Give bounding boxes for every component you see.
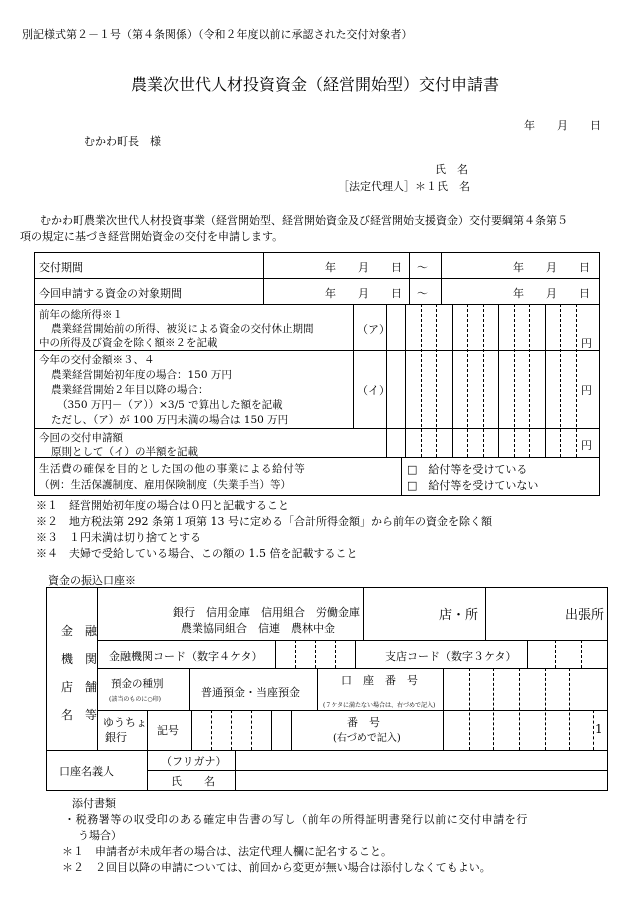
period-tilde: ～ xyxy=(417,261,428,274)
prev-income-title: 前年の総所得※１ xyxy=(39,309,123,321)
notes-list xyxy=(36,498,492,562)
this-request-line1: 原則として（イ）の半額を記載 xyxy=(51,446,198,458)
digit-divider xyxy=(545,304,546,457)
deposit-type-note: (該当のものに○印) xyxy=(109,696,161,703)
prev-income-line2: 中の所得及び資金を除く額※２を記載 xyxy=(39,337,218,349)
this-year-unit: 円 xyxy=(581,384,592,397)
inst-type-line1: 銀行 信用金庫 信用組合 労働金庫 xyxy=(173,606,360,619)
digit-divider xyxy=(452,304,453,457)
form-id: 別記様式第２－１号（第４条関係）（令和２年度以前に承認された交付対象者） xyxy=(22,28,413,41)
attachment-item1-line1: ・税務署等の収受印のある確定申告書の写し（前年の所得証明書発行以前に交付申請を行 xyxy=(64,813,528,826)
deposit-type-options[interactable]: 普通預金・当座預金 xyxy=(201,686,300,699)
digit-divider xyxy=(436,304,437,457)
inst-code-label: 金融機関コード（数字４ケタ） xyxy=(109,650,263,663)
mark-a: （ア） xyxy=(357,323,390,336)
inst-type-line2: 農業協同組合 信連 農林中金 xyxy=(181,622,335,635)
deposit-type-label: 預金の種別 xyxy=(111,678,164,690)
digit-divider xyxy=(421,304,422,457)
this-request-title: 今回の交付申請額 xyxy=(39,432,123,444)
sub-branch-label: 出張所 xyxy=(565,608,605,623)
footnote-star2: ＊２ ２回目以降の申請については、前回から変更が無い場合は添付しなくてもよい。 xyxy=(62,861,491,874)
footnote-star1: ＊１ 申請者が未成年者の場合は、法定代理人欄に記名すること。 xyxy=(62,845,392,858)
intro-line2: 項の規定に基づき経営開始資金の交付を申請します。 xyxy=(20,230,284,243)
benefit-not-receiving-checkbox[interactable]: □ 給付等を受けていない xyxy=(407,479,539,492)
bank-section-title: 資金の振込口座※ xyxy=(48,574,136,587)
bank-side-label: 金 融 機 関 店 舗 名 等 xyxy=(61,624,98,722)
digit-divider xyxy=(514,304,515,457)
date-field[interactable]: 年 月 日 xyxy=(524,119,601,132)
applicant-name-label: 氏 名 xyxy=(435,163,468,176)
note-item: ※１ 経営開始初年度の場合は０円と記載すること xyxy=(36,499,289,512)
digit-divider xyxy=(467,304,468,457)
addressee: むかわ町長 様 xyxy=(84,135,161,148)
account-number-note: (７ケタに満たない場合は、右づめで記入) xyxy=(323,702,436,709)
number-label: 番 号 xyxy=(347,716,380,729)
branch-code-label: 支店コード（数字３ケタ） xyxy=(385,650,517,663)
target-period-label: 今回申請する資金の対象期間 xyxy=(39,287,182,300)
agent-name-label: ［法定代理人］＊１氏 名 xyxy=(338,180,470,193)
yucho-label-2: 銀行 xyxy=(105,731,127,744)
this-year-line4: ただし、（ア）が 100 万円未満の場合は 150 万円 xyxy=(51,414,289,426)
target-period-tilde: ～ xyxy=(417,287,428,300)
this-year-title: 今年の交付金額※３、４ xyxy=(39,354,155,366)
digit-divider xyxy=(483,304,484,457)
attachments-title: 添付書類 xyxy=(72,797,116,810)
attachment-item1-line2: う場合） xyxy=(78,829,122,842)
prev-income-line1: 農業経営開始前の所得、被災による資金の交付休止期間 xyxy=(51,323,314,335)
holder-name-label: 氏 名 xyxy=(171,775,215,788)
page-title: 農業次世代人材投資資金（経営開始型）交付申請書 xyxy=(130,75,499,94)
account-holder-label: 口座名義人 xyxy=(59,765,114,778)
this-year-line3: （350 万円－（ア））×3/5 で算出した額を記載 xyxy=(57,399,283,411)
yucho-label-1: ゆうちょ xyxy=(103,716,147,729)
digit-divider xyxy=(405,304,406,457)
symbol-label: 記号 xyxy=(157,724,179,737)
digit-divider xyxy=(576,304,577,457)
note-item: ※２ 地方税法第 292 条第１項第 13 号に定める「合計所得金額」から前年の資金を除く額 xyxy=(36,515,492,528)
number-fixed-digit: 1 xyxy=(595,722,603,736)
furigana-label: （フリガナ） xyxy=(161,755,227,768)
note-item: ※３ １円未満は切り捨てとする xyxy=(36,531,201,544)
period-start[interactable]: 年 月 日 xyxy=(325,261,402,274)
target-period-end[interactable]: 年 月 日 xyxy=(513,287,590,300)
account-number-label: 口 座 番 号 xyxy=(341,674,418,687)
note-item: ※４ 夫婦で受給している場合、この額の 1.5 倍を記載すること xyxy=(36,547,358,560)
bank-grid xyxy=(46,587,608,791)
branch-label: 店・所 xyxy=(439,608,479,623)
other-benefit-line1: 生活費の確保を目的とした国の他の事業による給付等 xyxy=(39,463,306,475)
prev-income-unit: 円 xyxy=(581,337,592,350)
digit-divider xyxy=(560,304,561,457)
benefit-receiving-checkbox[interactable]: □ 給付等を受けている xyxy=(407,463,528,476)
other-benefit-line2: （例：生活保護制度、雇用保険制度（失業手当）等） xyxy=(39,479,291,491)
this-request-unit: 円 xyxy=(581,439,592,452)
this-year-line2: 農業経営開始２年目以降の場合： xyxy=(51,384,209,396)
number-note: (右づめで記入) xyxy=(333,733,401,744)
digit-divider xyxy=(529,304,530,457)
period-end[interactable]: 年 月 日 xyxy=(513,261,590,274)
application-grid xyxy=(34,252,600,496)
mark-i: （イ） xyxy=(357,384,390,397)
digit-divider xyxy=(498,304,499,457)
this-year-line1: 農業経営開始初年度の場合：150 万円 xyxy=(51,369,232,381)
intro-line1: むかわ町農業次世代人材投資事業（経営開始型、経営開始資金及び経営開始支援資金）交付要綱第４条第５ xyxy=(40,214,568,227)
target-period-start[interactable]: 年 月 日 xyxy=(325,287,402,300)
period-label: 交付期間 xyxy=(39,261,83,274)
